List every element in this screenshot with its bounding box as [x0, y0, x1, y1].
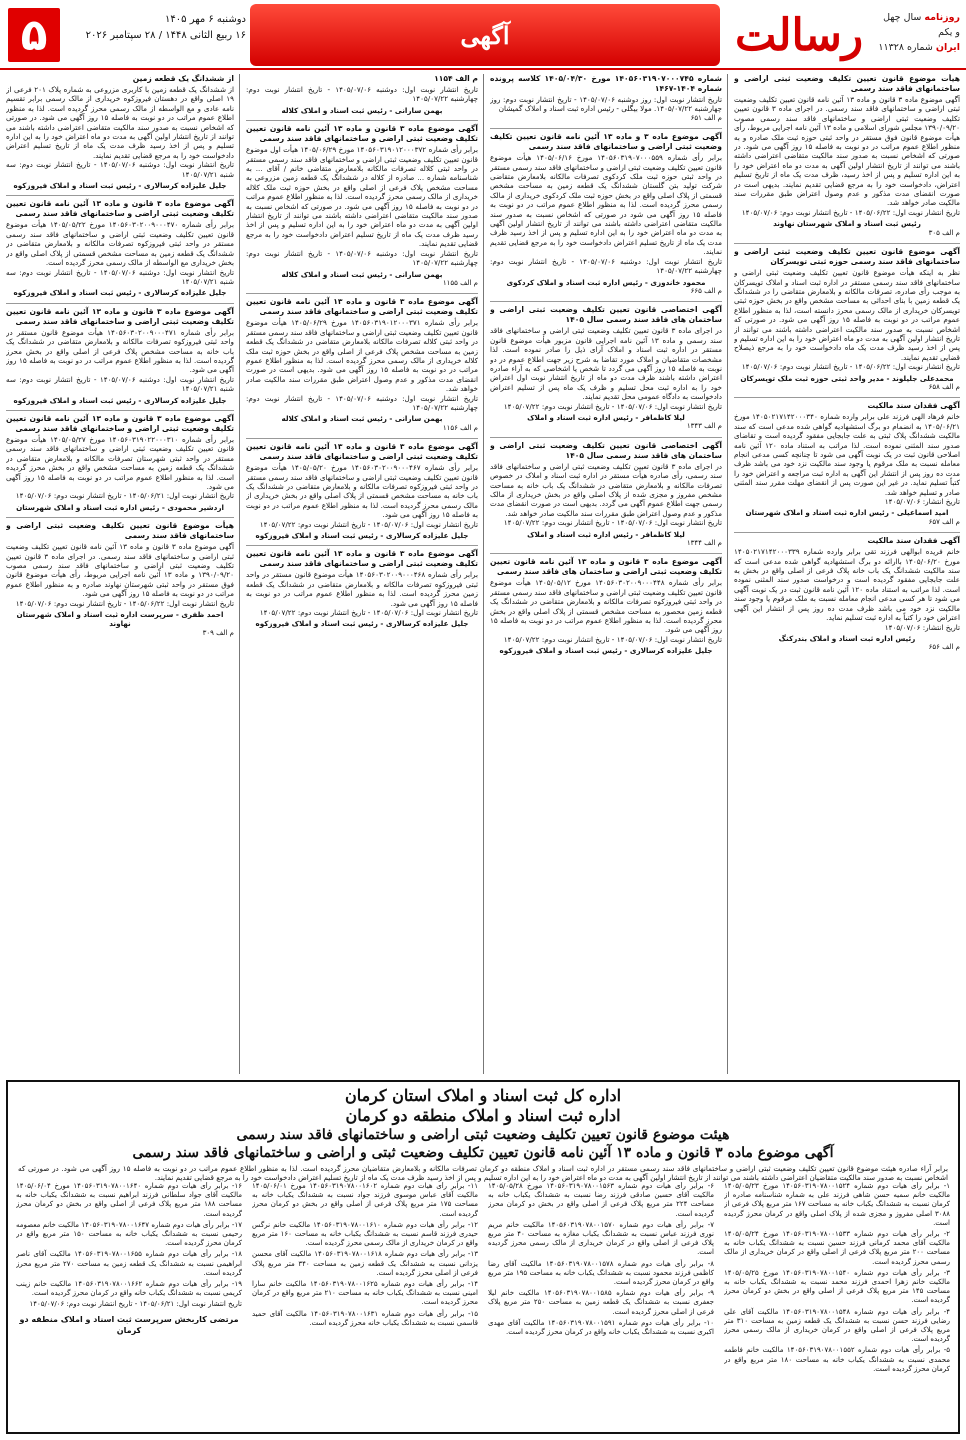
ad-block	[246, 124, 478, 288]
ad-body: برابر رأی شماره ۱۴۰۵۶۰۳۱۹۰۱۲۰۰۰۳۷۲ مورخ ۱۴۰۵/۰۶/۲۹ هیأت اول موضوع قانون تعیین تکلیف وضعیت ثبتی اراضی و ساختمانهای فاقد سند رسمی مستقر در واحد ثبتی کلاله تصرفات مالکانه بلامعارض متقاضی خانم / آقای ... به شناسنامه شماره ... صادره از کلاله در ششدانگ یک قطعه زمین مزروعی به مساحت مشخص پلاک فرعی از اصلی واقع در بخش حوزه ثبت ملک کلاله خریداری از مالک رسمی محرز گردیده است. لذا به منظور اطلاع عموم مراتب در دو نوبت به فاصله ۱۵ روز آگهی می شود. در صورتی که اشخاص نسبت به صدور سند مالکیت متقاضی اعتراضی داشته باشند می توانند از تاریخ انتشار اولین آگهی به مدت دو ماه اعتراض خود را به این اداره تسلیم و پس از اخذ رسید ظرف مدت یک ماه از تاریخ تسلیم اعتراض دادخواست خود را به مرجع قضایی تقدیم نمایند.	[246, 145, 478, 249]
notice-entry: ۱۴- برابر رأی هیات دوم شماره ۱۴۰۵۶۰۳۱۹۰۷۸۰۰۱۶۲۵ مالکیت خانم سارا امینی نسبت به ششدانگ یکباب خانه به مساحت ۲۱۰ متر مربع واقع در کرمان محرز گردیده است.	[252, 1280, 478, 1307]
section-banner	[250, 4, 720, 66]
ad-block	[490, 74, 722, 123]
ad-block	[6, 521, 234, 638]
notice-entry: ۱۳- برابر رأی هیات دوم شماره ۱۴۰۵۶۰۳۱۹۰۷۸۰۰۱۶۱۸ مالکیت آقای محسن یزدانی نسبت به ششدانگ یک قطعه زمین به مساحت ۳۴۰ متر مربع پلاک فرعی از اصلی محرز گردیده است.	[252, 1250, 478, 1277]
notice-entry: ۳- برابر رأی هیات دوم شماره ۱۴۰۵۶۰۳۱۹۰۷۸۰۰۱۵۴۰ مورخ ۱۴۰۵/۰۵/۲۵ مالکیت خانم زهرا احمدی فرزند محمد نسبت به ششدانگ یکباب خانه به مساحت ۱۴۵ متر مربع پلاک فرعی از اصلی واقع در بخش دو کرمان محرز گردیده است.	[724, 1268, 950, 1305]
ad-body: در اجرای ماده ۳ قانون تعیین تکلیف وضعیت ثبتی اراضی و ساختمانهای فاقد سند رسمی، رأی صادره هیأت مستقر در اداره ثبت اسناد و املاک در خصوص تصرفات مالکانه و بلامعارض متقاضی در ششدانگ یک باب خانه به مساحت مشخص مفروز و مجزی شده از پلاک اصلی واقع در بخش خریداری از مالک رسمی جهت اطلاع عموم آگهی می گردد. بدیهی است در صورت انقضای مدت مذکور و عدم وصول اعتراض طبق مقررات سند مالکیت صادر خواهد شد.	[490, 461, 722, 518]
ad-dates: تاریخ انتشار نوبت اول: ۱۴۰۵/۰۶/۲۲ - تاریخ انتشار نوبت دوم: ۱۴۰۵/۰۷/۰۶	[741, 207, 960, 217]
ad-signature: لیلا کاظمافر - رئیس اداره ثبت اسناد و املاک	[527, 529, 685, 539]
ad-title: آگهی موضوع ماده ۳ قانون و ماده ۱۳ آئین نامه قانون تعیین تکلیف وضعیت ثبتی اراضی و ساختمانهای فاقد سند رسمی	[6, 413, 234, 433]
ad-signature: جلیل علیزاده کرسالاری - رئیس ثبت اسناد و املاک فیروزکوه	[13, 395, 227, 405]
ad-divider	[6, 410, 234, 411]
ad-body: تاریخ انتشار نوبت اول: روز دوشنبه ۱۴۰۵/۰۷/۰۶ - تاریخ انتشار نوبت دوم: روز چهارشنبه ۱۴۰۵/۰۷/۲۲. مولا بیگلی - رئیس اداره ثبت اسناد و املاک گمیشان	[490, 95, 722, 114]
ad-body: برابر رأی شماره ۱۴۰۵۶۰۳۰۲۰۰۹۰۰۰۴۷۰ مورخ ۱۴۰۵/۰۵/۲۲ هیأت موضوع قانون تعیین تکلیف وضعیت ثبتی اراضی و ساختمانهای فاقد سند رسمی مستقر در واحد ثبتی فیروزکوه تصرفات مالکانه و بلامعارض متقاضی در ششدانگ یک قطعه زمین به مساحت مشخص قسمتی از پلاک اصلی واقع در بخش خریداری مع الواسطه از مالک رسمی محرز گردیده است.	[6, 220, 234, 268]
ad-dates: تاریخ انتشار نوبت اول: دوشنبه ۱۴۰۵/۰۷/۰۶ - تاریخ انتشار نوبت دوم: سه شنبه ۱۴۰۵/۰۷/۲۱	[6, 267, 234, 286]
ad-reference: م الف ۱۱۵۵	[442, 278, 478, 287]
ad-dates: تاریخ انتشار: ۱۴۰۵/۰۷/۰۶	[884, 497, 960, 507]
ad-block	[246, 442, 478, 540]
page-number: ۵	[8, 8, 60, 62]
ad-signature: جلیل علیزاده کرسالاری - رئیس ثبت اسناد و املاک فیروزکوه	[13, 181, 227, 191]
ad-block	[734, 247, 960, 392]
ad-reference: م الف ۶۵۷	[928, 517, 960, 526]
ad-dates: تاریخ انتشار نوبت اول: ۱۴۰۵/۰۷/۰۶ - تاریخ انتشار نوبت دوم: ۱۴۰۵/۰۷/۲۲	[503, 401, 722, 411]
notice-heading-2: اداره ثبت اسناد و املاک منطقه دو کرمان	[345, 1106, 621, 1125]
ad-block	[490, 441, 722, 549]
ad-dates: تاریخ انتشار نوبت اول: ۱۴۰۵/۰۶/۲۱ - تاریخ انتشار نوبت دوم: ۱۴۰۵/۰۷/۰۶	[15, 491, 234, 501]
ad-block	[6, 307, 234, 405]
notice-entry: ۱- برابر رأی هیات دوم شماره ۱۴۰۵۶۰۳۱۹۰۷۸۰۰۱۵۲۴ مورخ ۱۴۰۵/۰۵/۲۳ مالکیت خانم سمیه حسن شاهی فرزند علی به شماره شناسنامه صادره از کرمان نسبت به ششدانگ یکباب خانه به مساحت ۱۶۷ متر مربع پلاک فرعی از ۳۰۸۸ اصلی مفروز و مجزی شده از پلاک اصلی واقع در کرمان محرز گردیده است.	[724, 1182, 950, 1227]
ad-block	[734, 74, 960, 238]
ad-body: تاریخ انتشار نوبت اول: دوشنبه ۱۴۰۵/۰۷/۰۶ - تاریخ انتشار نوبت دوم: چهارشنبه ۱۴۰۵/۰۷/۲۲	[246, 85, 478, 104]
ad-reference: م الف ۶۶۵	[690, 286, 722, 295]
section-title: آگهی	[460, 20, 510, 50]
ad-signature: محمود خاندوزی - رئیس اداره ثبت اسناد و املاک کردکوی	[506, 277, 706, 287]
ad-reference: م الف ۱۱۵۶	[442, 423, 478, 432]
ad-signature: جلیل علیزاده کرسالاری - رئیس ثبت اسناد و املاک فیروزکوه	[13, 288, 227, 298]
ad-title: شماره ۱۴۰۵۶۰۳۱۹۰۷۰۰۰۷۴۵ مورخ ۱۴۰۵/۰۴/۳۰ کلاسه پرونده شماره ۱۴۰۴-۱۴۶۷	[490, 74, 722, 93]
ad-dates: تاریخ انتشار نوبت اول: دوشنبه ۱۴۰۵/۰۷/۰۶ - تاریخ انتشار نوبت دوم: چهارشنبه ۱۴۰۵/۰۷/۲۲	[246, 393, 478, 412]
ad-reference: م الف ۱۳۴۴	[686, 539, 722, 548]
column-divider	[239, 74, 240, 1074]
ad-title: آگهی اختصاصی قانون تعیین تکلیف وضعیت ثبتی اراضی و ساختمان های فاقد سند رسمی سال ۱۴۰۵	[490, 305, 722, 325]
ad-title: آگهی موضوع قانون تعیین تکلیف وضعیت ثبتی اراضی و ساختمانهای فاقد سند رسمی حوزه ثبتی تویسرکان	[734, 247, 960, 267]
ad-dates: تاریخ انتشار نوبت اول: ۱۴۰۵/۰۷/۰۶ - تاریخ انتشار نوبت دوم: ۱۴۰۵/۰۷/۲۲	[259, 519, 478, 529]
ad-divider	[490, 128, 722, 129]
ad-signature: بهمن سارانی - رئیس ثبت اسناد و املاک کلاله	[281, 105, 443, 115]
column-divider	[483, 74, 484, 1074]
ad-reference: م الف ۳۰۵	[928, 228, 960, 237]
ad-dates: تاریخ انتشار نوبت اول: ۱۴۰۵/۰۷/۰۶ - تاریخ انتشار نوبت دوم: ۱۴۰۵/۰۷/۲۲	[503, 634, 722, 644]
ad-block	[6, 74, 234, 190]
header-rule	[0, 68, 966, 70]
date-hijri-gregorian: ۱۶ ربیع الثانی ۱۴۴۸ / ۲۸ سپتامبر ۲۰۲۶	[85, 30, 246, 41]
ad-signature: احمد ظفری - سرپرست اداره ثبت اسناد و املاک شهرستان نهاوند	[16, 610, 224, 629]
ad-title: آگهی موضوع ماده ۳ قانون و ماده ۱۳ آئین نامه قانون تعیین تکلیف وضعیت ثبتی اراضی و ساختمانهای فاقد سند رسمی	[6, 199, 234, 219]
ad-reference: م الف ۶۵۱	[690, 113, 722, 122]
ad-column-2	[490, 74, 722, 1074]
notice-entry: ۱۲- برابر رأی هیات دوم شماره ۱۴۰۵۶۰۳۱۹۰۷۸۰۰۱۶۱۰ مالکیت خانم نرگس حیدری فرزند قاسم نسبت به ششدانگ یکباب خانه به مساحت ۱۶۰ متر مربع واقع در کرمان خریداری از مالک رسمی محرز گردیده است.	[252, 1220, 478, 1248]
ad-signature: جلیل علیزاده کرسالاری - رئیس ثبت اسناد و املاک فیروزکوه	[255, 531, 469, 541]
ad-title: آگهی اختصاصی قانون تعیین تکلیف وضعیت ثبتی اراضی و ساختمان های فاقد سند رسمی سال ۱۴۰۵	[490, 440, 722, 460]
ad-dates: تاریخ انتشار نوبت اول: دوشنبه ۱۴۰۵/۰۷/۰۶ - تاریخ انتشار نوبت دوم: چهارشنبه ۱۴۰۵/۰۷/۲۲	[246, 248, 478, 268]
notice-columns	[16, 1182, 950, 1428]
ad-title: آگهی موضوع ماده ۳ قانون و ماده ۱۳ آئین نامه قانون تعیین تکلیف وضعیت ثبتی اراضی و ساختمانهای فاقد سند رسمی	[246, 297, 478, 317]
ad-divider	[490, 437, 722, 438]
ad-column-1	[734, 74, 960, 1074]
ad-reference: م الف ۳۰۹	[202, 628, 234, 637]
notice-entry: ۵- برابر رأی هیات دوم شماره ۱۴۰۵۶۰۳۱۹۰۷۸۰۰۱۵۵۲ مالکیت خانم فاطمه محمدی نسبت به ششدانگ یکباب خانه به مساحت ۱۸۰ متر مربع واقع در کرمان محرز گردیده است.	[724, 1346, 950, 1373]
ad-divider	[734, 532, 960, 533]
ad-title: آگهی فقدان سند مالکیت	[867, 536, 960, 546]
notice-entry: ۱۹- برابر رأی هیات دوم شماره ۱۴۰۵۶۰۳۱۹۰۷۸۰۰۱۶۶۲ مالکیت خانم زینب کریمی نسبت به ششدانگ یکباب خانه واقع در کرمان محرز گردیده است.	[16, 1280, 242, 1298]
notice-entry: ۲- برابر رأی هیات دوم شماره ۱۴۰۵۶۰۳۱۹۰۷۸۰۰۱۵۳۳ مورخ ۱۴۰۵/۰۵/۲۴ مالکیت آقای محمد کرمانی فرزند حسین نسبت به ششدانگ یکباب خانه به مساحت ۲۰۰ متر مربع پلاک فرعی از اصلی واقع در کرمان خریداری از مالک رسمی محرز گردیده است.	[724, 1230, 950, 1266]
ad-signature: امید اسماعیلی - رئیس اداره ثبت اسناد و املاک شهرستان	[745, 508, 949, 518]
ad-signature: رئیس اداره ثبت اسناد و املاک بندرکنگ	[778, 633, 916, 643]
notice-entry: ۱۶- برابر رأی هیات دوم شماره ۱۴۰۵۶۰۳۱۹۰۷۸۰۰۱۶۴۰ مورخ ۱۴۰۵/۰۶/۰۴ مالکیت آقای جواد سلطانی فرزند ابراهیم نسبت به ششدانگ یکباب خانه به مساحت ۱۸۸ متر مربع پلاک فرعی از اصلی واقع در بخش دو کرمان محرز گردیده است.	[16, 1182, 242, 1218]
page-header	[0, 0, 966, 70]
notice-signature: مرتضی کاربخش سرپرست ثبت اسناد و املاک منطقه دو کرمان	[19, 1314, 239, 1335]
ad-block	[490, 557, 722, 655]
issue-meta	[876, 10, 960, 55]
ad-body: آگهی موضوع ماده ۳ قانون و ماده ۱۳ آئین نامه قانون تعیین تکلیف وضعیت ثبتی اراضی و ساختمانهای فاقد سند رسمی. در اجرای ماده ۳ قانون تعیین تکلیف وضعیت ثبتی اراضی و ساختمانهای فاقد سند رسمی مصوب ۱۳۹۰/۰۹/۲۰ مجلس شورای اسلامی و ماده ۱۳ آئین نامه اجرایی مربوط، رأی هیأت موضوع قانون فوق مستقر در واحد ثبتی حوزه ثبت ملک صادره و به منظور اطلاع عموم مراتب در دو نوبت به فاصله ۱۵ روز آگهی می شود. در صورتی که اشخاص نسبت به صدور سند مالکیت متقاضی اعتراضی داشته باشند می توانند از تاریخ انتشار اولین آگهی به مدت دو ماه اعتراض خود را به این اداره تسلیم و پس از اخذ رسید، ظرف مدت یک ماه از تاریخ تسلیم اعتراض، دادخواست خود را به مرجع قضایی تقدیم نمایند. بدیهی است در صورت انقضای مدت مذکور و عدم وصول اعتراض طبق مقررات سند مالکیت صادر خواهد شد.	[734, 95, 960, 208]
ad-title: م الف ۱۱۵۴	[434, 74, 478, 83]
ad-signature: بهمن سارانی - رئیس ثبت اسناد و املاک کلاله	[281, 414, 443, 424]
ad-block	[490, 132, 722, 296]
notice-column	[488, 1182, 714, 1428]
notice-entry: ۷- برابر رأی هیات دوم شماره ۱۴۰۵۶۰۳۱۹۰۷۸۰۰۱۵۷۰ مالکیت خانم مریم نوری فرزند عباس نسبت به ششدانگ یکباب مغازه به مساحت ۴۰ متر مربع پلاک فرعی از اصلی واقع در کرمان خریداری از مالک رسمی محرز گردیده است.	[488, 1220, 714, 1257]
ad-dates: تاریخ انتشار نوبت اول: دوشنبه ۱۴۰۵/۰۷/۰۶ - تاریخ انتشار نوبت دوم: سه شنبه ۱۴۰۵/۰۷/۲۱	[6, 160, 234, 179]
ad-column-3	[246, 74, 478, 1074]
ad-body: برابر رأی شماره ۱۴۰۵۶۰۳۰۲۰۰۹۰۰۰۴۶۸ هیأت موضوع قانون مستقر در واحد ثبتی فیروزکوه تصرفات مالکانه و بلامعارض متقاضی در ششدانگ یک قطعه زمین محرز گردیده است. لذا به منظور اطلاع عموم مراتب در دو نوبت به فاصله ۱۵ روز آگهی می شود.	[246, 570, 478, 608]
ad-divider	[246, 545, 478, 546]
ad-reference: م الف ۶۵۶	[928, 643, 960, 652]
ad-signature: محمدعلی جلیلوند - مدیر واحد ثبتی حوزه ثبت ملک تویسرکان	[740, 373, 954, 383]
ad-title: هیأت موضوع قانون تعیین تکلیف وضعیت ثبتی اراضی و ساختمانهای فاقد سند رسمی	[6, 521, 234, 541]
notice-entry: ۱۸- برابر رأی هیات دوم شماره ۱۴۰۵۶۰۳۱۹۰۷۸۰۰۱۶۵۵ مالکیت آقای ناصر ابراهیمی نسبت به ششدانگ یک قطعه زمین به مساحت ۲۷۰ متر مربع محرز گردیده است.	[16, 1250, 242, 1277]
ad-body: از ششدانگ یک قطعه زمین با کاربری مزروعی به شماره پلاک ۲۰۱ فرعی از ۱۹ اصلی واقع در دهستان فیروزکوه خریداری از مالک رسمی برابر تقسیم نامه عادی و مع الواسطه از مالک رسمی محرز گردیده است. لذا به منظور اطلاع عموم مراتب در دو نوبت به فاصله ۱۵ روز آگهی می شود. در صورتی که اشخاص نسبت به صدور سند مالکیت متقاضی اعتراضی داشته باشند می توانند از تاریخ انتشار اولین آگهی به مدت دو ماه اعتراض خود را به این اداره تسلیم و پس از اخذ رسید ظرف مدت یک ماه از تاریخ تسلیم اعتراض دادخواست خود را به مرجع قضایی تقدیم نمایند.	[6, 85, 234, 160]
notice-heading-4: آگهی موضوع ماده ۳ قانون و ماده ۱۳ آئین نامه قانون تعیین تکلیف وضعیت ثبتی و اراضی و ساختمانهای فاقد سند رسمی	[132, 1145, 834, 1161]
ad-block	[6, 414, 234, 512]
ad-divider	[6, 303, 234, 304]
issue-dates	[66, 12, 246, 44]
ad-divider	[246, 120, 478, 121]
notice-entry: تاریخ انتشار نوبت اول: ۱۴۰۵/۰۶/۲۱ - تاریخ انتشار نوبت دوم: ۱۴۰۵/۰۷/۰۶	[29, 1300, 242, 1309]
newspaper-logo: رسالت	[734, 9, 864, 61]
ad-title: هیأت موضوع قانون تعیین تکلیف وضعیت ثبتی اراضی و ساختمانهای فاقد سند رسمی	[734, 74, 960, 93]
meta-country: ایران	[935, 42, 960, 53]
ad-body: برابر رأی شماره ۱۴۰۵۶۰۳۱۹۰۱۲۰۰۰۳۷۱ مورخ ۱۴۰۵/۰۶/۲۹ هیأت موضوع قانون تعیین تکلیف وضعیت ثبتی اراضی و ساختمانهای فاقد سند رسمی مستقر در واحد ثبتی کلاله تصرفات مالکانه بلامعارض متقاضی در ششدانگ یک قطعه زمین به مساحت مشخص پلاک فرعی از اصلی واقع در بخش حوزه ثبت ملک کلاله خریداری از مالک رسمی محرز گردیده است. لذا به منظور اطلاع عموم مراتب در دو نوبت به فاصله ۱۵ روز آگهی می شود. بدیهی است در صورت انقضای مدت مذکور و عدم وصول اعتراض طبق مقررات سند مالکیت صادر خواهد شد.	[246, 318, 478, 394]
ad-block	[246, 74, 478, 115]
notice-entry: ۱۷- برابر رأی هیات دوم شماره ۱۴۰۵۶۰۳۱۹۰۷۸۰۰۱۶۴۷ مالکیت خانم معصومه رحیمی نسبت به ششدانگ یکباب خانه به مساحت ۱۵۰ متر مربع واقع در کرمان محرز گردیده است.	[16, 1220, 242, 1248]
ad-body: برابر رأی شماره ۱۴۰۵۶۰۳۰۲۰۰۹۰۰۰۴۶۷ مورخ ۱۴۰۵/۰۵/۲۰ هیأت موضوع قانون تعیین تکلیف وضعیت ثبتی اراضی و ساختمانهای فاقد سند رسمی مستقر در واحد ثبتی فیروزکوه تصرفات مالکانه و بلامعارض متقاضی در ششدانگ یک باب خانه به مساحت مشخص قسمتی از پلاک اصلی واقع در بخش خریداری از مالک رسمی محرز گردیده است. لذا به منظور اطلاع عموم مراتب در دو نوبت به فاصله ۱۵ روز آگهی می شود.	[246, 463, 478, 520]
notice-column	[724, 1182, 950, 1428]
ad-signature: بهمن سارانی - رئیس ثبت اسناد و املاک کلاله	[281, 269, 443, 279]
ad-body: آگهی موضوع ماده ۳ قانون و ماده ۱۳ آئین نامه قانون تعیین تکلیف وضعیت ثبتی اراضی و ساختمانهای فاقد سند رسمی. در اجرای ماده ۳ قانون تعیین تکلیف وضعیت ثبتی اراضی و ساختمانهای فاقد سند رسمی مصوب ۱۳۹۰/۰۹/۲۰ و ماده ۱۳ آئین نامه اجرایی مربوط، رأی هیأت موضوع قانون فوق مستقر در واحد ثبتی شهرستان نهاوند صادره و به منظور اطلاع عموم مراتب در دو نوبت به فاصله ۱۵ روز آگهی می شود.	[6, 542, 234, 599]
ad-dates: تاریخ انتشار نوبت اول: دوشنبه ۱۴۰۵/۰۷/۰۶ - تاریخ انتشار نوبت دوم: چهارشنبه ۱۴۰۵/۰۷/۲۲	[490, 256, 722, 276]
ad-signature: اردشیر محمودی - رئیس اداره ثبت اسناد و املاک شهرستان	[16, 502, 224, 512]
ad-title: آگهی موضوع ماده ۳ قانون و ماده ۱۳ آئین نامه قانون تعیین تکلیف وضعیت ثبتی اراضی و ساختمانهای فاقد سند رسمی	[246, 442, 478, 462]
notice-entry: ۱۱- برابر رأی هیات دوم شماره ۱۴۰۵۶۰۳۱۹۰۷۸۰۰۱۶۰۲ مورخ ۱۴۰۵/۰۶/۰۱ مالکیت آقای عباس موسوی فرزند جواد نسبت به ششدانگ یکباب خانه به مساحت ۱۷۵ متر مربع پلاک فرعی از اصلی واقع در بخش دو کرمان محرز گردیده است.	[252, 1182, 478, 1218]
ad-body: خانم فرهاد الهی فرزند علی برابر وارده شماره ۱۴۰۵۰۲۱۷۱۴۲۰۰۰۳۴۰ مورخ ۱۴۰۵/۰۶/۲۱ به انضمام دو برگ استشهادیه گواهی شده مدعی است که سند مالکیت ششدانگ پلاک ثبتی به علت جابجایی مفقود گردیده است و تقاضای صدور سند المثنی نموده است. لذا مراتب به استناد ماده ۱۲۰ آئین نامه اصلاحی قانون ثبت در یک نوبت آگهی می شود تا چنانچه کسی مدعی انجام معامله نسبت به ملک مرقوم یا وجود سند مالکیت نزد خود می باشد ظرف مدت ده روز پس از انتشار این آگهی به اداره ثبت مراجعه و اعتراض خود را کتباً تسلیم نماید. در غیر این صورت پس از انقضای مهلت مقرر سند المثنی صادر و تسلیم خواهد شد.	[734, 412, 960, 497]
ad-title: آگهی موضوع ماده ۳ قانون و ماده ۱۳ آئین نامه قانون تعیین تکلیف وضعیت ثبتی اراضی و ساختمانهای فاقد سند رسمی	[6, 306, 234, 326]
ad-title: آگهی موضوع ماده ۳ قانون و ماده ۱۳ آئین نامه قانون تعیین تکلیف وضعیت ثبتی اراضی و ساختمان های فاقد سند رسمی	[490, 557, 722, 577]
meta-issue: شماره ۱۱۳۲۸	[878, 42, 933, 53]
ad-dates: تاریخ انتشار نوبت اول: ۱۴۰۵/۰۷/۰۶ - تاریخ انتشار نوبت دوم: ۱۴۰۵/۰۷/۲۲	[503, 518, 722, 528]
notice-entry: ۱۰- برابر رأی هیات دوم شماره ۱۴۰۵۶۰۳۱۹۰۷۸۰۰۱۵۹۱ مالکیت آقای مهدی اکبری نسبت به ششدانگ یکباب خانه واقع در کرمان محرز گردیده است.	[488, 1318, 714, 1337]
ad-divider	[490, 301, 722, 302]
notice-entry: ۶- برابر رأی هیات دوم شماره ۱۴۰۵۶۰۳۱۹۰۷۸۰۰۱۵۶۳ مورخ ۱۴۰۵/۰۵/۲۸ مالکیت آقای حسین صادقی فرزند رضا نسبت به ششدانگ یکباب خانه به مساحت ۲۲۴ متر مربع پلاک فرعی از اصلی واقع در بخش دو کرمان محرز گردیده است.	[488, 1182, 714, 1218]
ad-title: آگهی موضوع ماده ۳ قانون و ماده ۱۳ آئین نامه قانون تعیین تکلیف وضعیت ثبتی اراضی و ساختمانهای فاقد سند رسمی	[246, 124, 478, 144]
ad-body: برابر رأی شماره ۱۴۰۵۶۰۳۰۲۰۰۹۰۰۰۴۴۸ مورخ ۱۴۰۵/۰۵/۱۲ هیأت موضوع قانون تعیین تکلیف وضعیت ثبتی اراضی و ساختمانهای فاقد سند رسمی مستقر در واحد ثبتی فیروزکوه تصرفات مالکانه و بلامعارض متقاضی در ششدانگ یک قطعه زمین محصور به مساحت مشخص قسمتی از پلاک اصلی واقع در بخش محرز گردیده است. لذا به منظور اطلاع عموم مراتب در دو نوبت به فاصله ۱۵ روز آگهی می شود.	[490, 578, 722, 635]
column-divider	[727, 74, 728, 1074]
ad-reference: م الف ۶۵۸	[928, 382, 960, 391]
ad-body: برابر رأی شماره ۱۴۰۵۶۰۳۱۹۰۷۰۰۰۵۵۹ مورخ ۱۴۰۵/۰۶/۱۶ هیأت موضوع قانون تعیین تکلیف وضعیت ثبتی اراضی و ساختمانهای فاقد سند رسمی مستقر در واحد ثبتی حوزه ثبت ملک کردکوی تصرفات مالکانه بلامعارض متقاضی شرکت تولید بتن گلستان ششدانگ یک قطعه زمین به مساحت مشخص قسمتی از پلاک اصلی واقع در بخش حوزه ثبت ملک کردکوی خریداری از مالک رسمی محرز گردیده است. لذا به منظور اطلاع عموم مراتب در دو نوبت به فاصله ۱۵ روز آگهی می شود در صورتی که اشخاص نسبت به صدور سند مالکیت متقاضی اعتراضی داشته باشند می توانند از تاریخ انتشار اولین آگهی به مدت دو ماه اعتراض خود را به این اداره تسلیم و پس از اخذ رسید ظرف مدت یک ماه از تاریخ تسلیم اعتراض دادخواست خود را به مرجع قضایی تقدیم نمایند.	[490, 153, 722, 257]
ad-dates: تاریخ انتشار نوبت اول: دوشنبه ۱۴۰۵/۰۷/۰۶ - تاریخ انتشار نوبت دوم: سه شنبه ۱۴۰۵/۰۷/۲۱	[6, 374, 234, 394]
ad-signature: رئیس ثبت اسناد و املاک شهرستان نهاوند	[773, 219, 921, 229]
ad-body: برابر رأی شماره ۱۴۰۵۶۰۳۱۹۰۲۲۰۰۰۳۱۰ مورخ ۱۴۰۵/۰۵/۲۷ هیأت موضوع قانون تعیین تکلیف وضعیت ثبتی اراضی و ساختمانهای فاقد سند رسمی مستقر در واحد ثبتی شهرستان تصرفات مالکانه و بلامعارض متقاضی در ششدانگ یک قطعه زمین به مساحت مشخص واقع در بخش محرز گردیده است. لذا به منظور اطلاع عموم مراتب در دو نوبت به فاصله ۱۵ روز آگهی می شود.	[6, 434, 234, 491]
ad-block	[734, 401, 960, 527]
ad-reference: م الف ۱۳۴۳	[686, 422, 722, 431]
ad-dates: تاریخ انتشار: ۱۴۰۵/۰۷/۰۶	[884, 622, 960, 632]
ad-title: آگهی موضوع ماده ۳ قانون و ماده ۱۳ آئین نامه قانون تعیین تکلیف وضعیت ثبتی اراضی و ساختمانهای فاقد سند رسمی	[246, 549, 478, 569]
ad-block	[6, 199, 234, 297]
ad-divider	[734, 397, 960, 398]
ad-body: در اجرای ماده ۳ قانون تعیین تکلیف وضعیت ثبتی اراضی و ساختمانهای فاقد سند رسمی و ماده ۱۳ آئین نامه اجرایی قانون مزبور هیأت موضوع قانون مستقر در اداره ثبت اسناد و املاک آرای ذیل را صادر نموده است. لذا مشخصات متقاضیان و املاک مورد تقاضا به شرح زیر جهت اطلاع عموم در دو نوبت به فاصله ۱۵ روز آگهی می گردد تا شخص یا اشخاصی که به آراء صادره اعتراض داشته باشند ظرف مدت دو ماه از تاریخ انتشار نوبت اول اعتراض خود را به اداره ثبت محل تسلیم و ظرف یک ماه پس از تسلیم اعتراض دادخواست به دادگاه عمومی محل تقدیم نمایند.	[490, 326, 722, 402]
ad-block	[246, 297, 478, 433]
ad-signature: جلیل علیزاده کرسالاری - رئیس ثبت اسناد و املاک فیروزکوه	[255, 619, 469, 629]
ad-divider	[734, 243, 960, 244]
ad-column-4	[6, 74, 234, 1074]
ad-dates: تاریخ انتشار نوبت اول: ۱۴۰۵/۰۶/۲۲ - تاریخ انتشار نوبت دوم: ۱۴۰۵/۰۷/۰۶	[15, 598, 234, 608]
ad-body: نظر به اینکه هیأت موضوع قانون تعیین تکلیف وضعیت ثبتی اراضی و ساختمانهای فاقد سند رسمی مستقر در اداره ثبت اسناد و املاک تویسرکان به موجب رأی صادره، تصرفات مالکانه و بلامعارض متقاضی را در ششدانگ یک قطعه زمین با بنای احداثی به مساحت مشخص واقع در بخش حوزه ثبتی تویسرکان خریداری از مالک رسمی محرز دانسته است، لذا به منظور اطلاع عموم مراتب در دو نوبت به فاصله ۱۵ روز آگهی می شود. در صورتی که اشخاص نسبت به صدور سند مالکیت اعتراضی داشته باشند می توانند از تاریخ انتشار اولین آگهی به مدت دو ماه اعتراض خود را به این اداره تسلیم و پس از اخذ رسید ظرف مدت یک ماه دادخواست خود را به مرجع ذیصلاح قضایی تقدیم نمایند.	[734, 268, 960, 362]
notice-column	[16, 1182, 242, 1428]
meta-year: سال چهل و یکم	[883, 12, 960, 38]
ad-divider	[246, 438, 478, 439]
ad-signature: لیلا کاظمافر - رئیس اداره ثبت اسناد و املاک	[527, 412, 685, 422]
ad-signature: جلیل علیزاده کرسالاری - رئیس ثبت اسناد و املاک فیروزکوه	[499, 646, 713, 656]
ad-divider	[6, 517, 234, 518]
ad-divider	[246, 293, 478, 294]
ad-block	[246, 549, 478, 628]
notice-entry: ۸- برابر رأی هیات دوم شماره ۱۴۰۵۶۰۳۱۹۰۷۸۰۰۱۵۷۸ مالکیت آقای رضا کاظمی فرزند محمود نسبت به ششدانگ یکباب خانه به مساحت ۱۹۵ متر مربع واقع در کرمان محرز گردیده است.	[488, 1259, 714, 1287]
notice-intro: برابر آراء صادره هیئت موضوع قانون تعیین تکلیف وضعیت ثبتی اراضی و ساختمانهای فاقد سند رسمی مستقر در اداره ثبت اسناد و املاک منطقه دو کرمان تصرفات مالکانه و بلامعارض متقاضیان محرز گردیده است. لذا به منظور اطلاع عموم مراتب در دو نوبت به فاصله ۱۵ روز آگهی می شود. در صورتی که اشخاص نسبت به صدور سند مالکیت متقاضیان اعتراضی داشته باشند می توانند از تاریخ انتشار اولین آگهی به مدت دو ماه اعتراض خود را به این اداره تسلیم و پس از اخذ رسید ظرف مدت یک ماه از تاریخ تسلیم اعتراض دادخواست خود را به مرجع قضایی تقدیم نمایند.	[18, 1164, 948, 1183]
meta-paper: روزنامه	[924, 12, 960, 23]
notice-entry: ۹- برابر رأی هیات دوم شماره ۱۴۰۵۶۰۳۱۹۰۷۸۰۰۱۵۸۵ مالکیت خانم لیلا جعفری نسبت به ششدانگ یک قطعه زمین به مساحت ۲۵۰ متر مربع پلاک فرعی از اصلی محرز گردیده است.	[488, 1289, 714, 1316]
notice-entry: ۴- برابر رأی هیات دوم شماره ۱۴۰۵۶۰۳۱۹۰۷۸۰۰۱۵۴۸ مالکیت آقای علی رضایی فرزند حسن نسبت به ششدانگ یک قطعه زمین به مساحت ۳۱۰ متر مربع پلاک فرعی از اصلی واقع در کرمان خریداری از مالک رسمی محرز گردیده است.	[724, 1307, 950, 1344]
date-shamsi: دوشنبه ۶ مهر ۱۴۰۵	[165, 14, 246, 25]
ad-divider	[490, 553, 722, 554]
ad-dates: تاریخ انتشار نوبت اول: ۱۴۰۵/۰۶/۲۲ - تاریخ انتشار نوبت دوم: ۱۴۰۵/۰۷/۰۶	[741, 362, 960, 372]
ad-body: خانم فریده ابوالهی فرزند تقی برابر وارده شماره ۱۴۰۵۰۲۱۷۱۴۲۰۰۰۳۳۹ مورخ ۱۴۰۵/۰۶/۲۰ باارائه دو برگ استشهادیه گواهی شده مدعی است که سند مالکیت ششدانگ یک باب خانه پلاک فرعی از اصلی واقع در بخش به علت جابجایی مفقود گردیده است و درخواست صدور سند المثنی نموده است. لذا مراتب به استناد ماده ۱۲۰ آئین نامه قانون ثبت در یک نوبت آگهی می شود تا هر کسی مدعی انجام معامله نسبت به ملک مرقوم یا وجود سند مالکیت نزد خود می باشد ظرف مدت ده روز پس از انتشار این آگهی اعتراض خود را کتباً به اداره ثبت تسلیم نماید.	[734, 547, 960, 623]
kerman-registry-notice	[6, 1080, 960, 1434]
ad-dates: تاریخ انتشار نوبت اول: ۱۴۰۵/۰۷/۰۶ - تاریخ انتشار نوبت دوم: ۱۴۰۵/۰۷/۲۲	[259, 608, 478, 618]
ad-title: آگهی موضوع ماده ۳ و ماده ۱۳ آئین نامه قانون تعیین تکلیف وضعیت ثبتی اراضی و ساختمانهای فاقد سند رسمی	[490, 132, 722, 152]
ad-block	[490, 305, 722, 431]
ad-divider	[6, 195, 234, 196]
notice-entry: ۱۵- برابر رأی هیات دوم شماره ۱۴۰۵۶۰۳۱۹۰۷۸۰۰۱۶۳۱ مالکیت آقای حمید قاسمی نسبت به ششدانگ یکباب خانه محرز گردیده است.	[252, 1309, 478, 1327]
ad-block	[734, 536, 960, 652]
ad-title: آگهی فقدان سند مالکیت	[867, 401, 960, 411]
notice-heading-3: هیئت موضوع قانون تعیین تکلیف وضعیت ثبتی اراضی و ساختمانهای فاقد سند رسمی	[236, 1127, 730, 1143]
ad-body: برابر رأی شماره ۱۴۰۵۶۰۳۰۲۰۰۹۰۰۰۴۷۱ هیأت موضوع قانون مستقر در واحد ثبتی فیروزکوه تصرفات مالکانه و بلامعارض متقاضی در ششدانگ یک باب خانه به مساحت مشخص پلاک فرعی از اصلی واقع در بخش محرز گردیده است. لذا به منظور اطلاع عموم مراتب در دو نوبت به فاصله ۱۵ روز آگهی می شود.	[6, 327, 234, 375]
notice-heading-1: اداره کل ثبت اسناد و املاک استان کرمان	[344, 1086, 622, 1105]
notice-column	[252, 1182, 478, 1428]
ad-title: از ششدانگ یک قطعه زمین	[132, 74, 234, 83]
